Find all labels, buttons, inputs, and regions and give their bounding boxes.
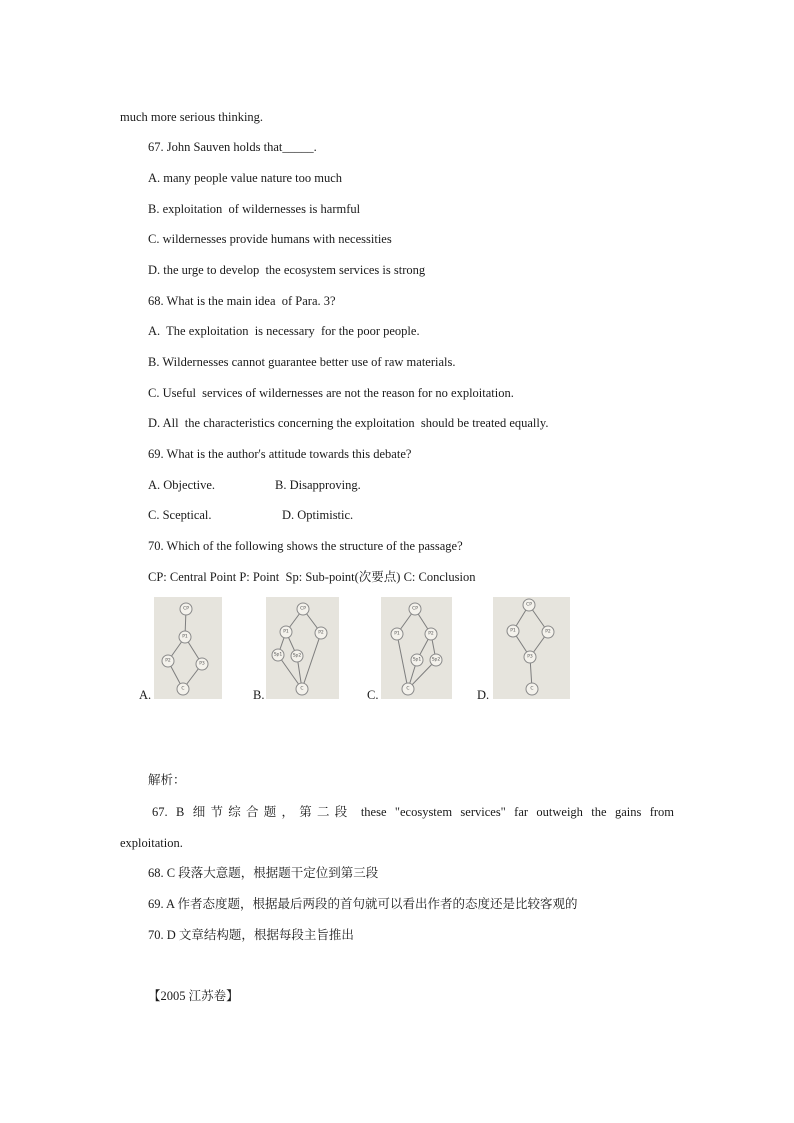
svg-text:Sp2: Sp2 — [292, 653, 302, 659]
node-sp1 — [272, 649, 284, 661]
node-c — [296, 683, 308, 695]
svg-text:CP: CP — [412, 606, 418, 612]
option-69d: D. Optimistic. — [282, 508, 354, 522]
diagram-a[interactable] — [154, 597, 222, 699]
svg-text:P1: P1 — [283, 629, 289, 635]
node-c — [526, 683, 538, 695]
option-67c: C. wildernesses provide humans with necessities — [148, 232, 392, 246]
diagram-d-label: D. — [477, 688, 490, 702]
option-68b: B. Wildernesses cannot guarantee better use of raw materials. — [148, 355, 456, 369]
svg-text:P1: P1 — [510, 628, 516, 634]
node-p2 — [162, 655, 174, 667]
diagram-c-label: C. — [367, 688, 379, 702]
svg-text:P3: P3 — [527, 654, 533, 660]
node-p3 — [196, 658, 208, 670]
diagram-c[interactable] — [381, 597, 452, 699]
diagram-d[interactable] — [493, 597, 570, 699]
svg-text:CP: CP — [183, 606, 189, 612]
node-cp — [409, 603, 421, 615]
node-c — [402, 683, 414, 695]
svg-text:C: C — [530, 686, 534, 692]
answer-69: 69. A 作者态度题，根据最后两段的首句就可以看出作者的态度还是比较客观的 — [148, 897, 578, 911]
svg-text:CP: CP — [526, 602, 532, 608]
option-69c: C. Sceptical. — [148, 508, 212, 522]
node-p2 — [542, 626, 554, 638]
node-cp — [297, 603, 309, 615]
svg-text:C: C — [181, 686, 185, 692]
legend-line: CP: Central Point P: Point Sp: Sub-point(次要点) C: Conclusion — [148, 570, 476, 584]
svg-text:CP: CP — [300, 606, 306, 612]
node-p1 — [280, 626, 292, 638]
svg-text:P1: P1 — [394, 631, 400, 637]
option-68a: A. The exploitation is necessary for the poor people. — [148, 324, 420, 338]
option-67d: D. the urge to develop the ecosystem services is strong — [148, 263, 426, 277]
answer-68: 68. C 段落大意题，根据题干定位到第三段 — [148, 866, 379, 880]
question-68: 68. What is the main idea of Para. 3? — [148, 294, 336, 308]
svg-text:P1: P1 — [182, 634, 188, 640]
svg-text:P2: P2 — [165, 658, 171, 664]
svg-text:P3: P3 — [199, 661, 205, 667]
node-p2 — [425, 628, 437, 640]
question-69: 69. What is the author's attitude towards this debate? — [148, 447, 412, 461]
option-69a: A. Objective. — [148, 478, 215, 492]
node-sp1 — [411, 654, 423, 666]
diagram-b[interactable] — [266, 597, 339, 699]
node-p3 — [524, 651, 536, 663]
node-cp — [180, 603, 192, 615]
analysis-heading: 解析： — [148, 773, 186, 787]
question-70: 70. Which of the following shows the structure of the passage? — [148, 539, 463, 553]
node-p1 — [391, 628, 403, 640]
option-68d: D. All the characteristics concerning the exploitation should be treated equally. — [148, 416, 549, 430]
svg-text:P2: P2 — [428, 631, 434, 637]
node-p1 — [507, 625, 519, 637]
answer-70: 70. D 文章结构题，根据每段主旨推出 — [148, 928, 354, 942]
option-68c: C. Useful services of wildernesses are not the reason for no exploitation. — [148, 386, 514, 400]
diagram-b-label: B. — [253, 688, 265, 702]
svg-text:C: C — [406, 686, 410, 692]
svg-text:Sp2: Sp2 — [431, 657, 441, 663]
svg-text:Sp1: Sp1 — [412, 657, 422, 663]
question-67: 67. John Sauven holds that_____. — [148, 140, 317, 154]
node-sp2 — [430, 654, 442, 666]
svg-text:P2: P2 — [318, 630, 324, 636]
svg-text:Sp1: Sp1 — [273, 652, 283, 658]
node-p1 — [179, 631, 191, 643]
answer-67-line-1: 67. B 细节综合题，第二段 these "ecosystem services" far outweigh the gains from — [152, 805, 674, 819]
node-cp — [523, 599, 535, 611]
answer-67-line-2: exploitation. — [120, 836, 183, 850]
section-heading: 【2005 江苏卷】 — [148, 989, 239, 1003]
option-69b: B. Disapproving. — [275, 478, 361, 492]
node-c — [177, 683, 189, 695]
diagram-a-label: A. — [139, 688, 152, 702]
node-sp2 — [291, 650, 303, 662]
node-p2 — [315, 627, 327, 639]
option-67b: B. exploitation of wildernesses is harmful — [148, 202, 361, 216]
svg-text:C: C — [300, 686, 304, 692]
intro-line: much more serious thinking. — [120, 110, 264, 124]
option-67a: A. many people value nature too much — [148, 171, 343, 185]
svg-text:P2: P2 — [545, 629, 551, 635]
